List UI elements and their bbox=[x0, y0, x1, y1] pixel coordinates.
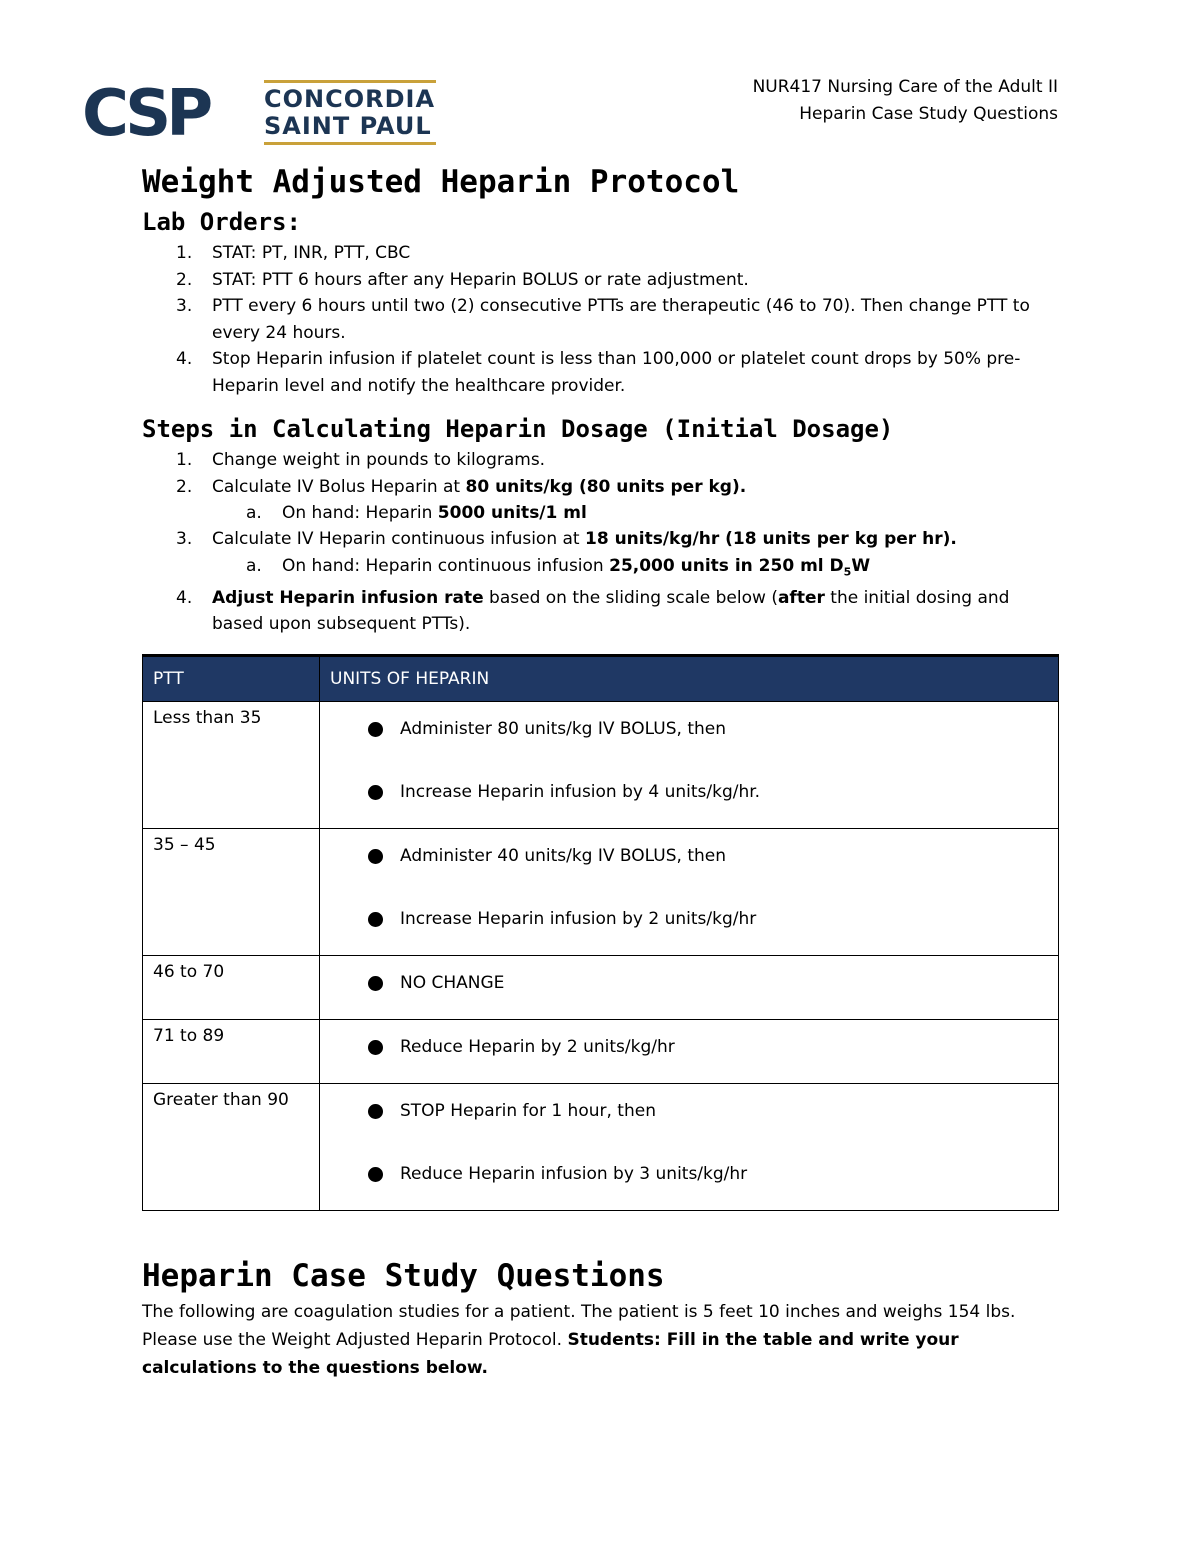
table-row bbox=[143, 702, 1059, 829]
lab-orders-heading: Lab Orders: bbox=[142, 208, 301, 236]
steps-heading: Steps in Calculating Heparin Dosage (Initial Dosage) bbox=[142, 415, 894, 443]
list-item: 1. STAT: PT, INR, PTT, CBC bbox=[176, 243, 411, 263]
action-item: Administer 80 units/kg IV BOLUS, then bbox=[320, 702, 1058, 765]
action-item: STOP Heparin for 1 hour, then bbox=[320, 1084, 1058, 1147]
ptt-range-cell: 71 to 89 bbox=[143, 1020, 320, 1084]
units-cell bbox=[320, 1020, 1059, 1084]
case-study-section bbox=[142, 1254, 1058, 1382]
bullet-icon bbox=[368, 722, 383, 737]
units-cell bbox=[320, 829, 1059, 956]
ptt-range-cell: 35 – 45 bbox=[143, 829, 320, 956]
column-header-units: UNITS OF HEPARIN bbox=[320, 656, 1059, 702]
list-item: 4. Stop Heparin infusion if platelet count is less than 100,000 or platelet count drops by 50% pre-Heparin level and notify the healthcare provider. bbox=[176, 349, 1021, 396]
list-item: 2. STAT: PTT 6 hours after any Heparin BOLUS or rate adjustment. bbox=[176, 269, 749, 290]
table-row bbox=[143, 829, 1059, 956]
ptt-range-cell: 46 to 70 bbox=[143, 956, 320, 1020]
bullet-icon bbox=[368, 1104, 383, 1119]
list-item: 3. PTT every 6 hours until two (2) consecutive PTTs are therapeutic (46 to 70). Then change PTT to every 24 hours. bbox=[176, 296, 1030, 343]
ptt-range-cell: Less than 35 bbox=[143, 702, 320, 829]
action-item: NO CHANGE bbox=[320, 956, 1058, 1019]
logo-text-line2: SAINT PAUL bbox=[264, 112, 432, 140]
units-cell bbox=[320, 956, 1059, 1020]
list-item: 3. Calculate IV Heparin continuous infusion at 18 units/kg/hr (18 units per kg per hr). bbox=[176, 529, 957, 549]
units-cell bbox=[320, 702, 1059, 829]
bullet-icon bbox=[368, 1040, 383, 1055]
bullet-icon bbox=[368, 1167, 383, 1182]
list-subitem: a. On hand: Heparin 5000 units/1 ml bbox=[246, 503, 587, 523]
ptt-range-cell: Greater than 90 bbox=[143, 1084, 320, 1211]
units-cell bbox=[320, 1084, 1059, 1211]
logo-mark: CSP bbox=[82, 77, 209, 151]
case-study-title: Heparin Case Study Questions bbox=[142, 1258, 665, 1294]
list-item: 2. Calculate IV Bolus Heparin at 80 units/kg (80 units per kg). bbox=[176, 476, 747, 497]
course-header bbox=[753, 74, 1058, 128]
concordia-logo bbox=[82, 78, 442, 150]
table-header-row bbox=[143, 656, 1059, 702]
action-item: Increase Heparin infusion by 2 units/kg/hr bbox=[320, 892, 1058, 955]
bullet-icon bbox=[368, 976, 383, 991]
case-study-instructions: Please use the Weight Adjusted Heparin Protocol. Students: Fill in the table and write your calculations to the questions below. bbox=[142, 1330, 959, 1378]
table-row bbox=[143, 956, 1059, 1020]
table-row bbox=[143, 1084, 1059, 1211]
case-study-intro: The following are coagulation studies for a patient. The patient is 5 feet 10 inches and weighs 154 lbs. bbox=[142, 1302, 1016, 1322]
list-item: 4. Adjust Heparin infusion rate based on the sliding scale below (after the initial dosing and based upon subsequent PTTs). bbox=[176, 587, 1010, 635]
course-title: NUR417 Nursing Care of the Adult II bbox=[752, 77, 1058, 97]
lab-orders-list bbox=[142, 240, 1058, 399]
action-item: Administer 40 units/kg IV BOLUS, then bbox=[320, 829, 1058, 892]
bullet-icon bbox=[368, 912, 383, 927]
logo-text-line1: CONCORDIA bbox=[264, 85, 436, 113]
protocol-section bbox=[142, 160, 1058, 638]
steps-list bbox=[142, 447, 1058, 500]
logo-gold-rule-bottom bbox=[264, 142, 436, 145]
action-item: Reduce Heparin by 2 units/kg/hr bbox=[320, 1020, 1058, 1083]
list-subitem: a. On hand: Heparin continuous infusion 25,000 units in 250 ml $D_5W$ bbox=[246, 555, 871, 578]
logo-gold-rule-top bbox=[264, 80, 436, 83]
page-title: Weight Adjusted Heparin Protocol bbox=[142, 164, 740, 200]
document-subtitle: Heparin Case Study Questions bbox=[799, 104, 1058, 124]
bullet-icon bbox=[368, 785, 383, 800]
list-item: 1. Change weight in pounds to kilograms. bbox=[176, 450, 546, 470]
student-instruction: Students: Fill in the table and write your calculations to the questions below. bbox=[142, 1330, 959, 1378]
table-row bbox=[143, 1020, 1059, 1084]
action-item: Reduce Heparin infusion by 3 units/kg/hr bbox=[320, 1147, 1058, 1210]
column-header-ptt: PTT bbox=[143, 656, 320, 702]
heparin-sliding-scale-table bbox=[142, 654, 1059, 1211]
action-item: Increase Heparin infusion by 4 units/kg/hr. bbox=[320, 765, 1058, 828]
bullet-icon bbox=[368, 849, 383, 864]
